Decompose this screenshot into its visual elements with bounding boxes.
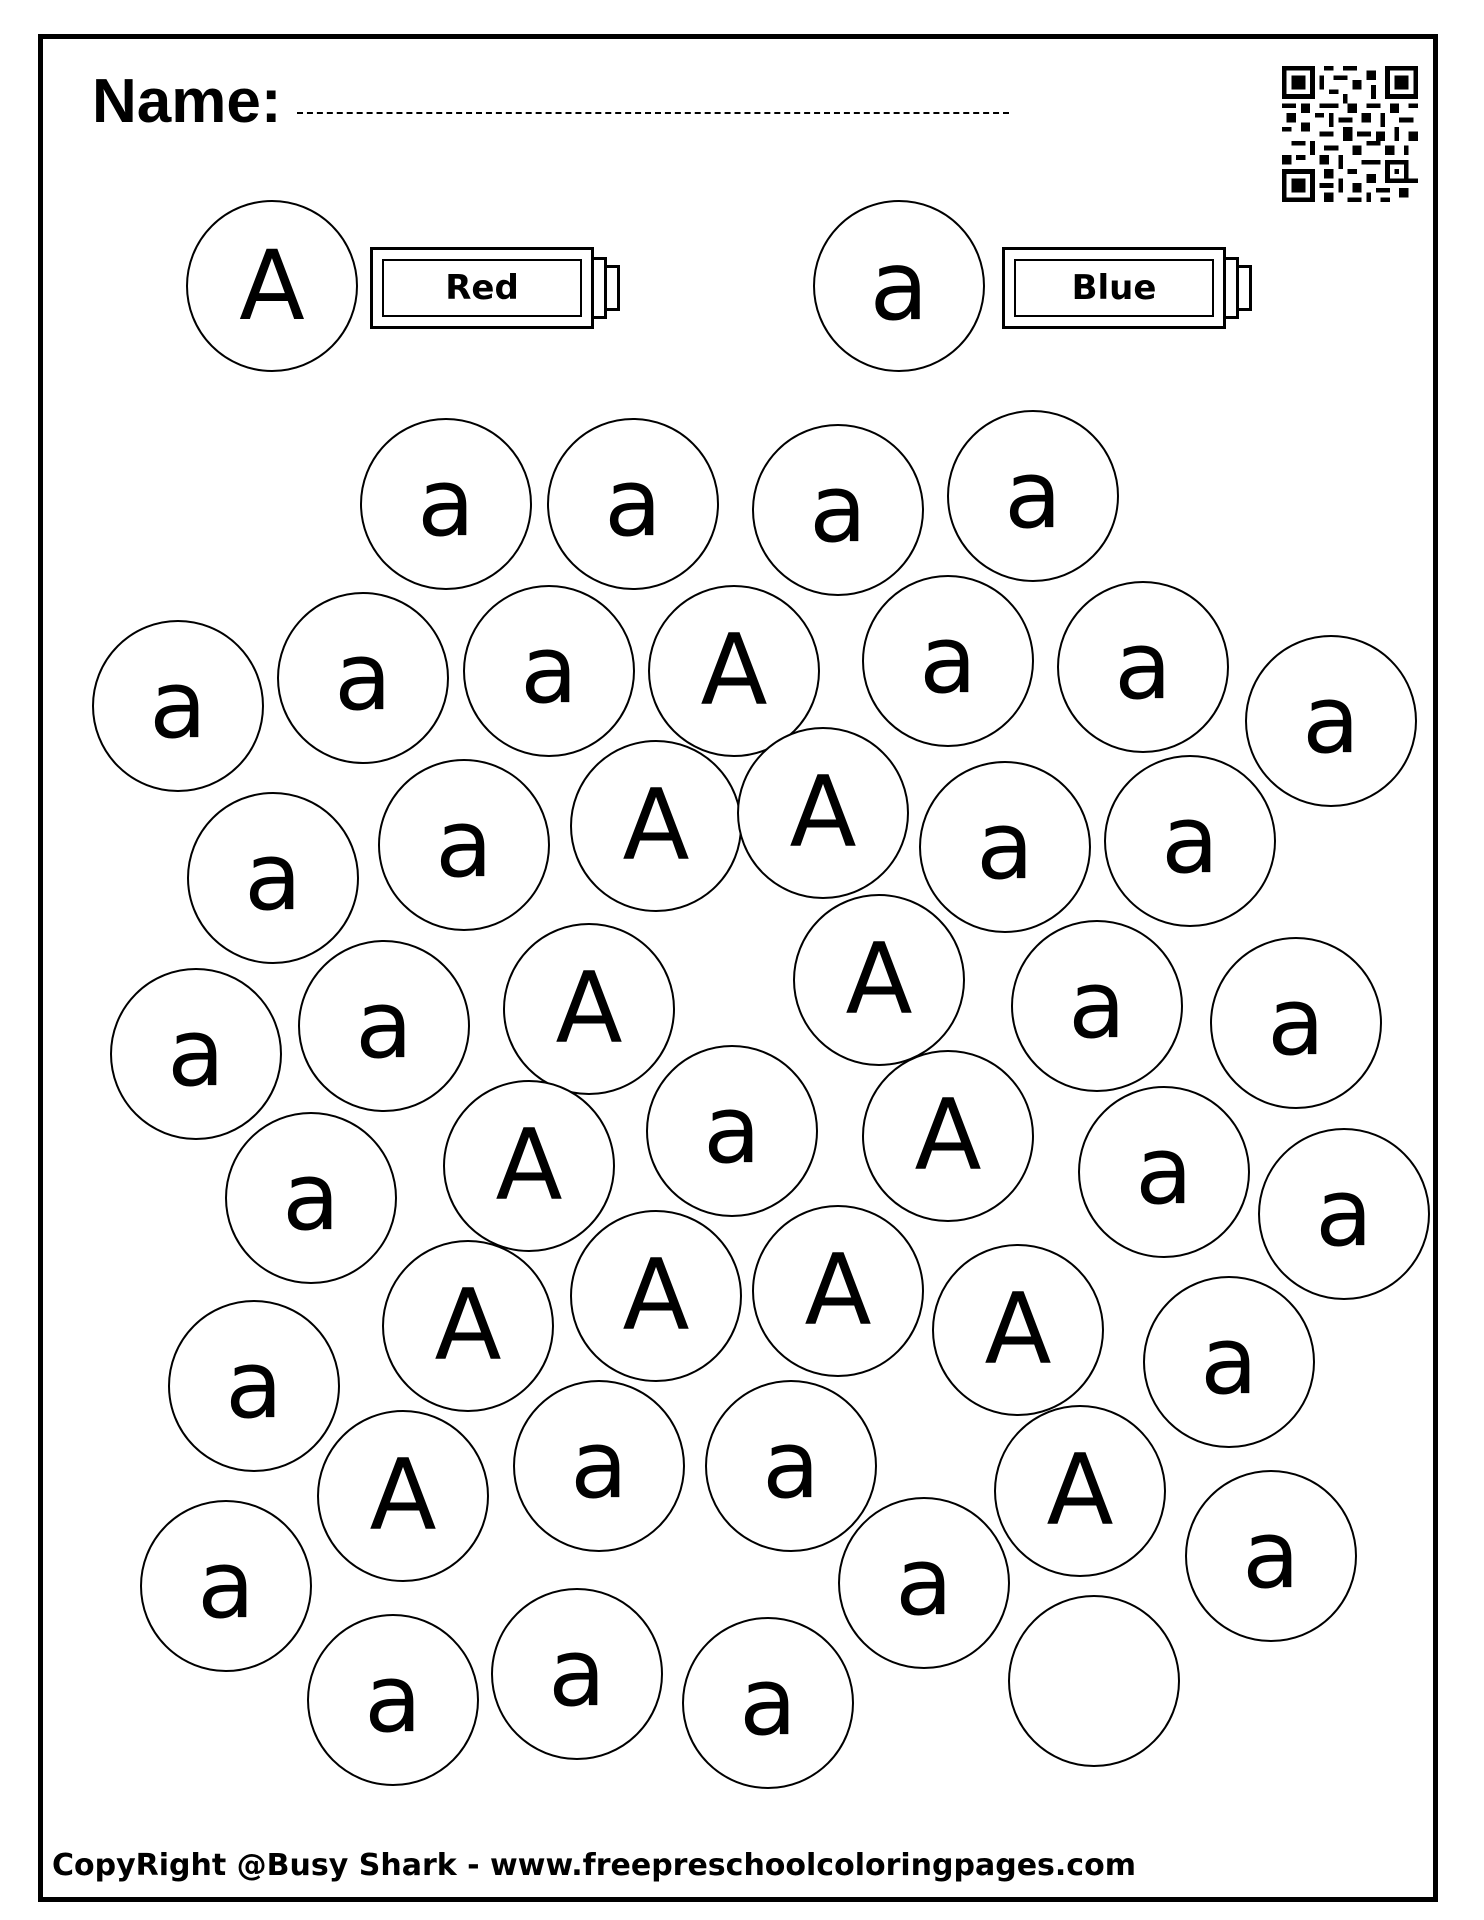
name-row — [92, 62, 282, 142]
legend-uppercase-circle: A — [186, 200, 358, 372]
letter-dot[interactable]: A — [994, 1405, 1166, 1577]
letter-dot[interactable]: a — [140, 1500, 312, 1672]
crayon-body — [370, 247, 594, 329]
crayon-tip — [604, 265, 620, 311]
letter-dot[interactable]: a — [1185, 1470, 1357, 1642]
letter-dot[interactable]: a — [1011, 920, 1183, 1092]
crayon-blue — [1002, 247, 1258, 329]
letter-dot[interactable]: a — [646, 1045, 818, 1217]
qr-code-icon — [1281, 66, 1419, 202]
letter-dot[interactable]: a — [513, 1380, 685, 1552]
letter-dot[interactable]: a — [919, 761, 1091, 933]
letter-dot[interactable]: a — [862, 575, 1034, 747]
letter-dot[interactable]: A — [570, 1210, 742, 1382]
letter-dot[interactable]: A — [382, 1240, 554, 1412]
letter-dot[interactable]: a — [225, 1112, 397, 1284]
letter-dot[interactable]: A — [862, 1050, 1034, 1222]
letter-dot[interactable]: a — [705, 1380, 877, 1552]
letter-dot[interactable]: A — [443, 1080, 615, 1252]
letter-dot[interactable]: A — [793, 894, 965, 1066]
letter-dot[interactable]: A — [503, 923, 675, 1095]
letter-dot[interactable]: a — [307, 1614, 479, 1786]
letter-dot[interactable]: a — [463, 585, 635, 757]
letter-dot[interactable]: a — [92, 620, 264, 792]
letter-dot[interactable]: a — [1057, 581, 1229, 753]
copyright-footer: CopyRight @Busy Shark - www.freepreschoolcoloringpages.com — [52, 1848, 1136, 1883]
letter-dot[interactable]: a — [947, 410, 1119, 582]
letter-dot[interactable]: a — [1104, 755, 1276, 927]
letter-dot[interactable]: a — [1143, 1276, 1315, 1448]
letter-dot[interactable]: a — [110, 968, 282, 1140]
name-label: Name: — [92, 67, 282, 136]
letter-dot[interactable]: A — [570, 740, 742, 912]
letter-dot[interactable]: a — [1210, 937, 1382, 1109]
letter-dot[interactable]: A — [648, 585, 820, 757]
letter-dot[interactable] — [1008, 1595, 1180, 1767]
name-line[interactable] — [297, 112, 1009, 114]
letter-dot[interactable]: a — [168, 1300, 340, 1472]
letter-dot[interactable]: a — [547, 418, 719, 590]
letter-dot[interactable]: A — [737, 727, 909, 899]
crayon-red — [370, 247, 626, 329]
crayon-tip — [1236, 265, 1252, 311]
letter-dot[interactable]: a — [1258, 1128, 1430, 1300]
letter-dot[interactable]: a — [378, 759, 550, 931]
letter-dot[interactable]: a — [187, 792, 359, 964]
crayon-label-red: Red — [382, 259, 582, 317]
letter-dot[interactable]: a — [1245, 635, 1417, 807]
letter-dot[interactable]: a — [682, 1617, 854, 1789]
letter-dot[interactable]: a — [1078, 1086, 1250, 1258]
letter-dot[interactable]: A — [317, 1410, 489, 1582]
letter-dot[interactable]: a — [491, 1588, 663, 1760]
letter-dot[interactable]: a — [752, 424, 924, 596]
crayon-label-blue: Blue — [1014, 259, 1214, 317]
letter-dot[interactable]: A — [752, 1205, 924, 1377]
letter-dot[interactable]: a — [360, 418, 532, 590]
letter-dot[interactable]: A — [932, 1244, 1104, 1416]
legend-lowercase-circle: a — [813, 200, 985, 372]
letter-dot[interactable]: a — [298, 940, 470, 1112]
letter-dot[interactable]: a — [277, 592, 449, 764]
crayon-body — [1002, 247, 1226, 329]
letter-dot[interactable]: a — [838, 1497, 1010, 1669]
